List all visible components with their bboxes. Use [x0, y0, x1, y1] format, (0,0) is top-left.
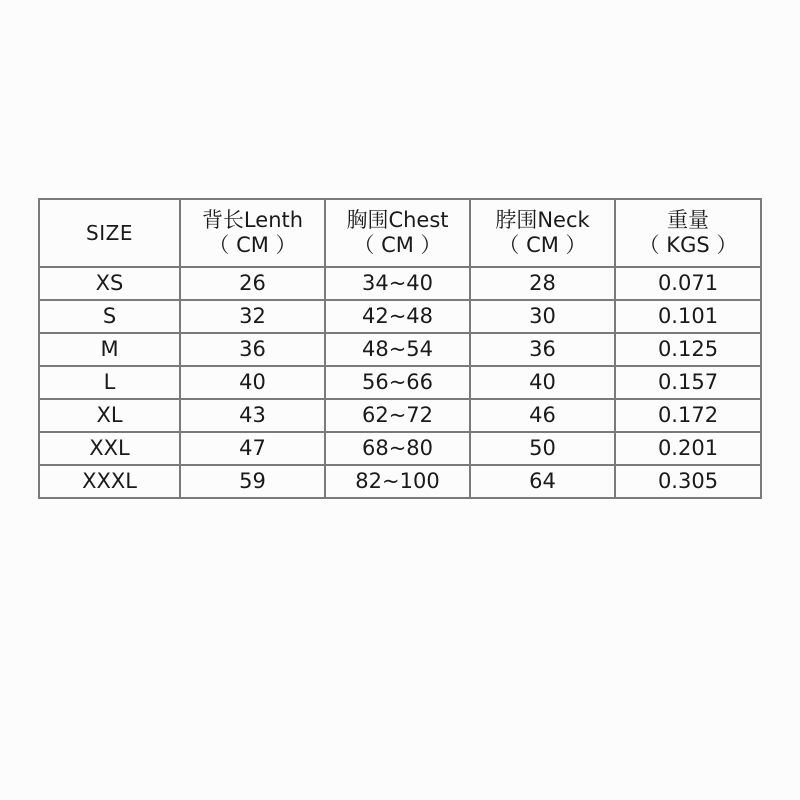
length-cell: 40 [180, 366, 325, 399]
length-cell: 43 [180, 399, 325, 432]
length-cell: 47 [180, 432, 325, 465]
header-weight-label: 重量 [667, 207, 709, 232]
table-row [39, 432, 761, 465]
header-weight [615, 199, 761, 267]
header-weight-unit: （ KGS ） [638, 233, 738, 257]
size-cell: M [39, 333, 180, 366]
length-cell: 36 [180, 333, 325, 366]
weight-cell: 0.201 [615, 432, 761, 465]
header-size [39, 199, 180, 267]
table-row [39, 267, 761, 300]
header-length-unit: （ CM ） [208, 233, 297, 257]
table-row [39, 465, 761, 498]
size-cell: XL [39, 399, 180, 432]
chest-cell: 48~54 [325, 333, 470, 366]
neck-cell: 28 [470, 267, 615, 300]
weight-cell: 0.305 [615, 465, 761, 498]
length-cell: 59 [180, 465, 325, 498]
chest-cell: 34~40 [325, 267, 470, 300]
header-neck-unit: （ CM ） [498, 233, 587, 257]
header-size-label: SIZE [86, 221, 133, 245]
chest-cell: 62~72 [325, 399, 470, 432]
header-row [39, 199, 761, 267]
chest-cell: 68~80 [325, 432, 470, 465]
neck-cell: 40 [470, 366, 615, 399]
header-length [180, 199, 325, 267]
weight-cell: 0.071 [615, 267, 761, 300]
size-cell: S [39, 300, 180, 333]
header-neck [470, 199, 615, 267]
weight-cell: 0.101 [615, 300, 761, 333]
length-cell: 26 [180, 267, 325, 300]
header-length-label: 背长Lenth [201, 207, 304, 232]
table-row [39, 300, 761, 333]
neck-cell: 64 [470, 465, 615, 498]
chest-cell: 42~48 [325, 300, 470, 333]
weight-cell: 0.172 [615, 399, 761, 432]
neck-cell: 36 [470, 333, 615, 366]
size-chart-table [38, 198, 762, 499]
header-chest-label: 胸围Chest [346, 207, 449, 232]
size-cell: L [39, 366, 180, 399]
weight-cell: 0.125 [615, 333, 761, 366]
chest-cell: 82~100 [325, 465, 470, 498]
table-row [39, 333, 761, 366]
size-cell: XXL [39, 432, 180, 465]
table-row [39, 366, 761, 399]
length-cell: 32 [180, 300, 325, 333]
neck-cell: 30 [470, 300, 615, 333]
chest-cell: 56~66 [325, 366, 470, 399]
size-cell: XXXL [39, 465, 180, 498]
header-chest-unit: （ CM ） [353, 233, 442, 257]
neck-cell: 50 [470, 432, 615, 465]
neck-cell: 46 [470, 399, 615, 432]
weight-cell: 0.157 [615, 366, 761, 399]
table-row [39, 399, 761, 432]
size-cell: XS [39, 267, 180, 300]
header-neck-label: 脖围Neck [495, 207, 590, 232]
header-chest [325, 199, 470, 267]
